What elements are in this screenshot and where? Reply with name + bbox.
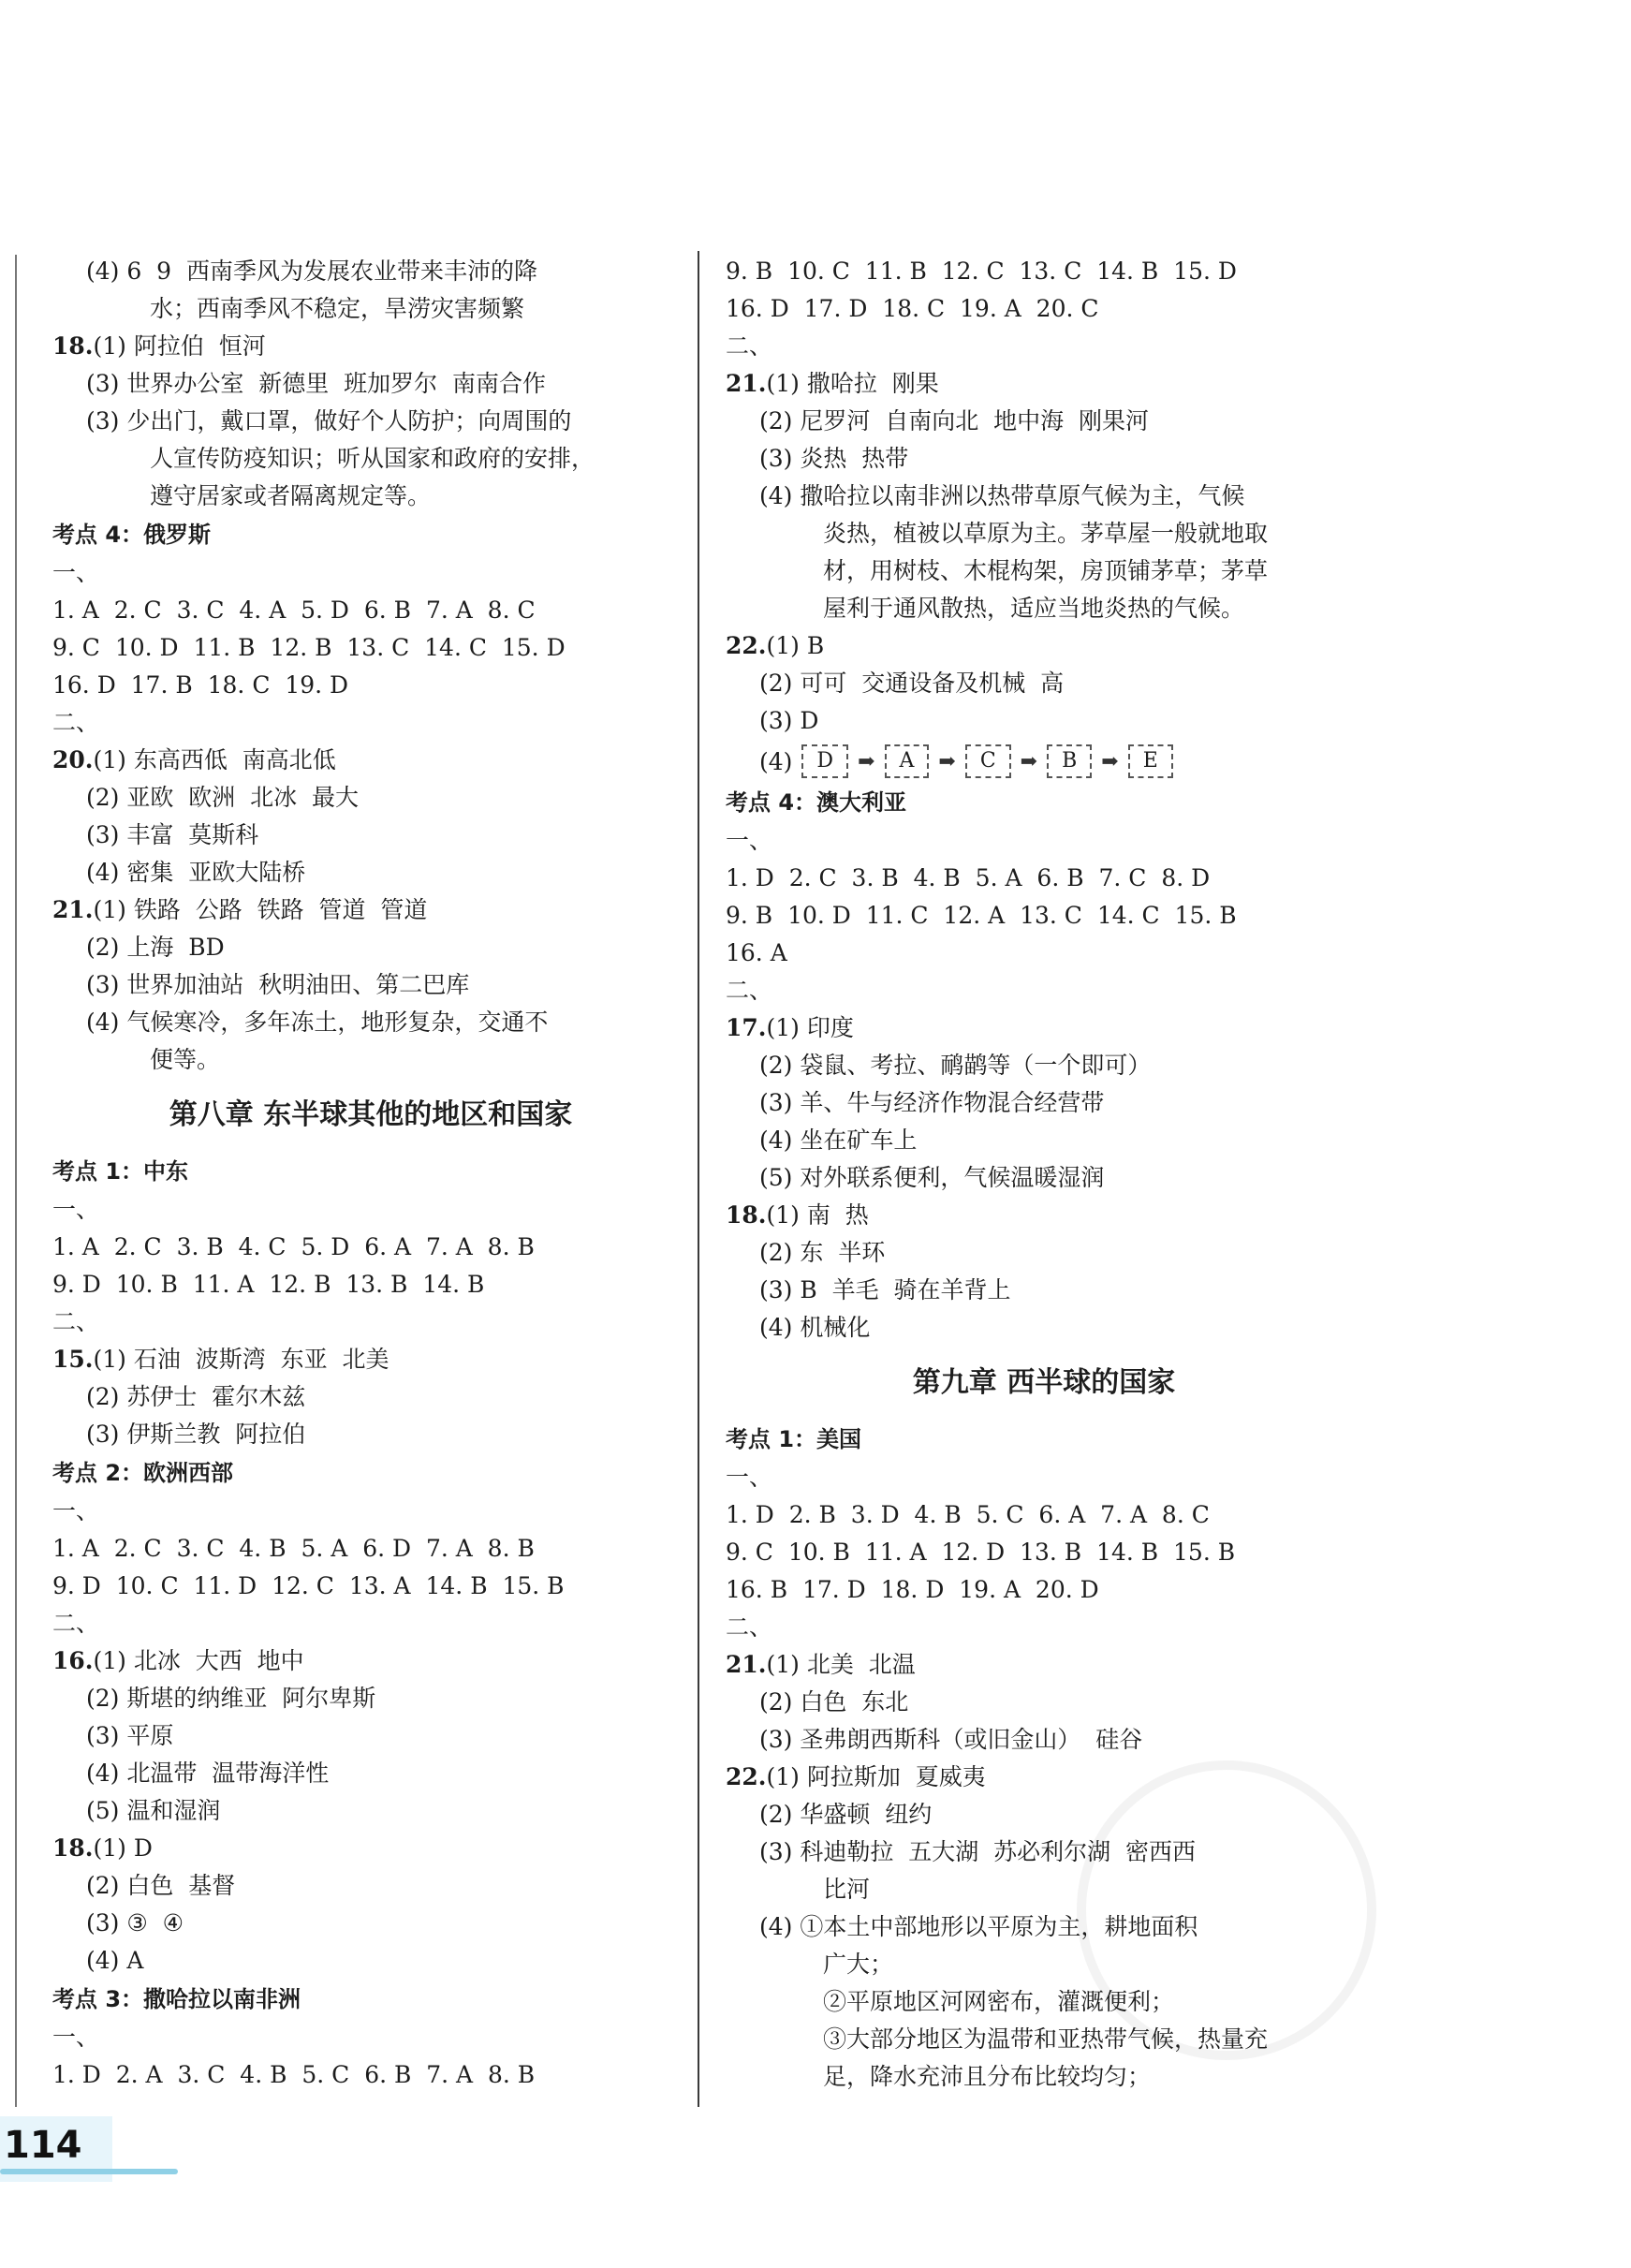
answer-line: 二、 (726, 332, 773, 360)
answer-line: 16. D 17. D 18. C 19. A 20. C (726, 295, 1099, 322)
arrow-right-icon: ➡ (1101, 749, 1119, 773)
answer-line (726, 627, 1362, 665)
answer-line: (3) 世界加油站 秋明油田、第二巴库 (86, 971, 470, 998)
answer-line: 9. D 10. B 11. A 12. B 13. B 14. B (52, 1271, 485, 1298)
answer-line: (3) 科迪勒拉 五大湖 苏必利尔湖 密西西 (759, 1838, 1197, 1865)
arrow-right-icon: ➡ (1020, 749, 1038, 773)
answer-text: (1) 铁路 公路 铁路 管道 管道 (93, 896, 428, 923)
answer-line: (2) 袋鼠、考拉、鸸鹋等（一个即可） (759, 1052, 1152, 1079)
left-margin-rule (15, 255, 17, 2107)
answer-line: 16. B 17. D 18. D 19. A 20. D (726, 1576, 1099, 1603)
answer-line: (4) ①本土中部地形以平原为主，耕地面积 (759, 1913, 1198, 1940)
answer-line: 人宣传防疫知识；听从国家和政府的安排， (150, 445, 595, 472)
section-heading: 考点 4：澳大利亚 (726, 789, 907, 816)
answer-text: (1) 北冰 大西 地中 (93, 1647, 304, 1674)
question-number: 18. (52, 1834, 94, 1862)
answer-line: (2) 可可 交通设备及机械 高 (759, 670, 1065, 697)
answer-line: 9. B 10. C 11. B 12. C 13. C 14. B 15. D (726, 258, 1237, 285)
answer-line: (2) 东 半环 (759, 1239, 886, 1266)
answer-line: 屋利于通风散热，适应当地炎热的气候。 (823, 595, 1245, 622)
answer-line (726, 1646, 1362, 1684)
answer-line: 一、 (726, 1464, 773, 1491)
answer-line: (3) 圣弗朗西斯科（或旧金山） 硅谷 (759, 1726, 1143, 1753)
answer-line: 一、 (52, 1497, 100, 1524)
answer-line (52, 891, 689, 929)
left-column (52, 253, 689, 2094)
page-number: 114 (4, 2124, 82, 2167)
answer-text: (1) B (766, 632, 825, 659)
answer-line: (3) 平原 (86, 1722, 174, 1749)
arrow-right-icon: ➡ (938, 749, 956, 773)
question-number: 17. (726, 1014, 767, 1041)
answer-line: (2) 尼罗河 自南向北 地中海 刚果河 (759, 407, 1150, 434)
answer-line: 9. C 10. B 11. A 12. D 13. B 14. B 15. B (726, 1539, 1236, 1566)
question-number: 15. (52, 1346, 94, 1373)
chapter-heading: 第八章 东半球其他的地区和国家 (169, 1098, 573, 1131)
answer-text: (1) 石油 波斯湾 东亚 北美 (93, 1346, 389, 1373)
answer-line (726, 365, 1362, 403)
answer-line: 一、 (52, 1196, 100, 1223)
answer-line: (4) 坐在矿车上 (759, 1127, 918, 1154)
flow-box: E (1128, 744, 1173, 778)
answer-line: (2) 苏伊士 霍尔木兹 (86, 1383, 306, 1410)
answer-text: (1) 阿拉伯 恒河 (93, 332, 266, 360)
question-number: 22. (726, 1763, 767, 1790)
answer-line: (3) 世界办公室 新德里 班加罗尔 南南合作 (86, 370, 547, 397)
question-number: 16. (52, 1647, 94, 1674)
answer-line: (2) 华盛顿 纽约 (759, 1801, 933, 1828)
answer-line: 二、 (52, 1610, 100, 1637)
answer-line: 二、 (726, 1613, 773, 1641)
answer-text: (1) 南 热 (766, 1201, 869, 1229)
answer-line: (2) 斯堪的纳维亚 阿尔卑斯 (86, 1685, 376, 1712)
flow-diagram (726, 740, 1362, 783)
answer-line: 1. D 2. B 3. D 4. B 5. C 6. A 7. A 8. C (726, 1501, 1210, 1528)
answer-line: ③大部分地区为温带和亚热带气候，热量充 (823, 2025, 1269, 2053)
answer-line (52, 328, 689, 365)
answer-line: 二、 (726, 977, 773, 1004)
answer-line: 1. D 2. C 3. B 4. B 5. A 6. B 7. C 8. D (726, 864, 1211, 891)
flow-box: B (1047, 744, 1092, 778)
section-heading: 考点 4：俄罗斯 (52, 522, 212, 548)
answer-line: (3) B 羊毛 骑在羊背上 (759, 1276, 1011, 1303)
question-number: 18. (726, 1201, 767, 1229)
answer-text: (1) 东高西低 南高北低 (93, 746, 336, 773)
answer-line: (5) 温和湿润 (86, 1797, 221, 1824)
answer-line: 1. D 2. A 3. C 4. B 5. C 6. B 7. A 8. B (52, 2061, 536, 2088)
flow-box: C (965, 744, 1011, 778)
section-heading: 考点 3：撒哈拉以南非洲 (52, 1986, 301, 2012)
answer-line: 一、 (52, 2024, 100, 2051)
answer-text: (1) 撒哈拉 刚果 (766, 370, 939, 397)
answer-line: (3) 丰富 莫斯科 (86, 821, 259, 848)
answer-line: (3) D (759, 707, 819, 734)
section-heading: 考点 2：欧洲西部 (52, 1460, 234, 1486)
answer-line: 1. A 2. C 3. C 4. A 5. D 6. B 7. A 8. C (52, 596, 536, 624)
answer-line (726, 1759, 1362, 1796)
question-number: 21. (52, 896, 94, 923)
page-number-badge (0, 2116, 112, 2182)
answer-line (726, 1197, 1362, 1234)
answer-line: 1. A 2. C 3. B 4. C 5. D 6. A 7. A 8. B (52, 1233, 535, 1260)
question-number: 21. (726, 1651, 767, 1678)
answer-line: 材，用树枝、木棍构架，房顶铺茅草；茅草 (823, 557, 1269, 584)
question-number: 22. (726, 632, 767, 659)
right-column (726, 253, 1362, 2096)
answer-line: (2) 亚欧 欧洲 北冰 最大 (86, 784, 360, 811)
page-number-underline (0, 2169, 178, 2174)
answer-line: (2) 白色 东北 (759, 1688, 909, 1716)
answer-line: (4) 6 9 西南季风为发展农业带来丰沛的降 (86, 258, 537, 285)
answer-line: 一、 (52, 559, 100, 586)
answer-line: 水；西南季风不稳定，旱涝灾害频繁 (150, 295, 525, 322)
section-heading: 考点 1：中东 (52, 1158, 189, 1185)
question-number: 20. (52, 746, 94, 773)
answer-line: 9. C 10. D 11. B 12. B 13. C 14. C 15. D (52, 634, 566, 661)
answer-line (726, 1009, 1362, 1047)
question-number: 18. (52, 332, 94, 360)
answer-line: 比河 (823, 1876, 871, 1903)
answer-line: (3) 炎热 热带 (759, 445, 909, 472)
answer-line (52, 1642, 689, 1680)
answer-line: (4) 机械化 (759, 1314, 871, 1341)
answer-line: 9. D 10. C 11. D 12. C 13. A 14. B 15. B (52, 1572, 565, 1599)
answer-line (52, 742, 689, 779)
flow-box: D (801, 744, 848, 778)
section-heading: 考点 1：美国 (726, 1426, 862, 1452)
answer-line: (2) 白色 基督 (86, 1872, 236, 1899)
answer-line: 二、 (52, 1308, 100, 1335)
answer-line (52, 1830, 689, 1867)
answer-line: 一、 (726, 827, 773, 854)
answer-line: ②平原地区河网密布，灌溉便利； (823, 1988, 1175, 2015)
answer-line: 炎热，植被以草原为主。茅草屋一般就地取 (823, 520, 1269, 547)
answer-line: 16. A (726, 939, 787, 966)
answer-line: (3) 伊斯兰教 阿拉伯 (86, 1421, 306, 1448)
arrow-right-icon: ➡ (858, 749, 875, 773)
answer-text: (1) 印度 (766, 1014, 854, 1041)
answer-line: 二、 (52, 709, 100, 736)
answer-line: (3) 羊、牛与经济作物混合经营带 (759, 1089, 1105, 1116)
chapter-heading: 第九章 西半球的国家 (912, 1366, 1176, 1399)
answer-line: (4) A (86, 1947, 144, 1974)
answer-line: (4) 密集 亚欧大陆桥 (86, 859, 306, 886)
answer-line: (2) 上海 BD (86, 934, 225, 961)
answer-text: (1) D (93, 1834, 153, 1862)
answer-line: 遵守居家或者隔离规定等。 (150, 482, 432, 509)
answer-line: (4) 气候寒冷，多年冻土，地形复杂，交通不 (86, 1009, 549, 1036)
answer-line: 16. D 17. B 18. C 19. D (52, 671, 349, 699)
answer-line: (3) ③ ④ (86, 1909, 184, 1937)
answer-line: (4) 北温带 温带海洋性 (86, 1760, 330, 1787)
answer-line: 便等。 (150, 1046, 221, 1073)
answer-line (52, 1341, 689, 1378)
answer-line: (3) 少出门，戴口罩，做好个人防护；向周围的 (86, 407, 572, 434)
answer-line: 广大； (823, 1951, 894, 1978)
answer-text: (1) 北美 北温 (766, 1651, 916, 1678)
answer-line: 足，降水充沛且分布比较均匀； (823, 2063, 1152, 2090)
answer-text: (1) 阿拉斯加 夏威夷 (766, 1763, 986, 1790)
answer-line: 1. A 2. C 3. C 4. B 5. A 6. D 7. A 8. B (52, 1535, 535, 1562)
answer-line: 9. B 10. D 11. C 12. A 13. C 14. C 15. B (726, 902, 1237, 929)
flow-label: (4) (759, 747, 793, 775)
answer-line: (4) 撒哈拉以南非洲以热带草原气候为主，气候 (759, 482, 1245, 509)
column-divider (698, 251, 699, 2107)
question-number: 21. (726, 370, 767, 397)
answer-line: (5) 对外联系便利，气候温暖湿润 (759, 1164, 1105, 1191)
flow-box: A (885, 744, 930, 778)
